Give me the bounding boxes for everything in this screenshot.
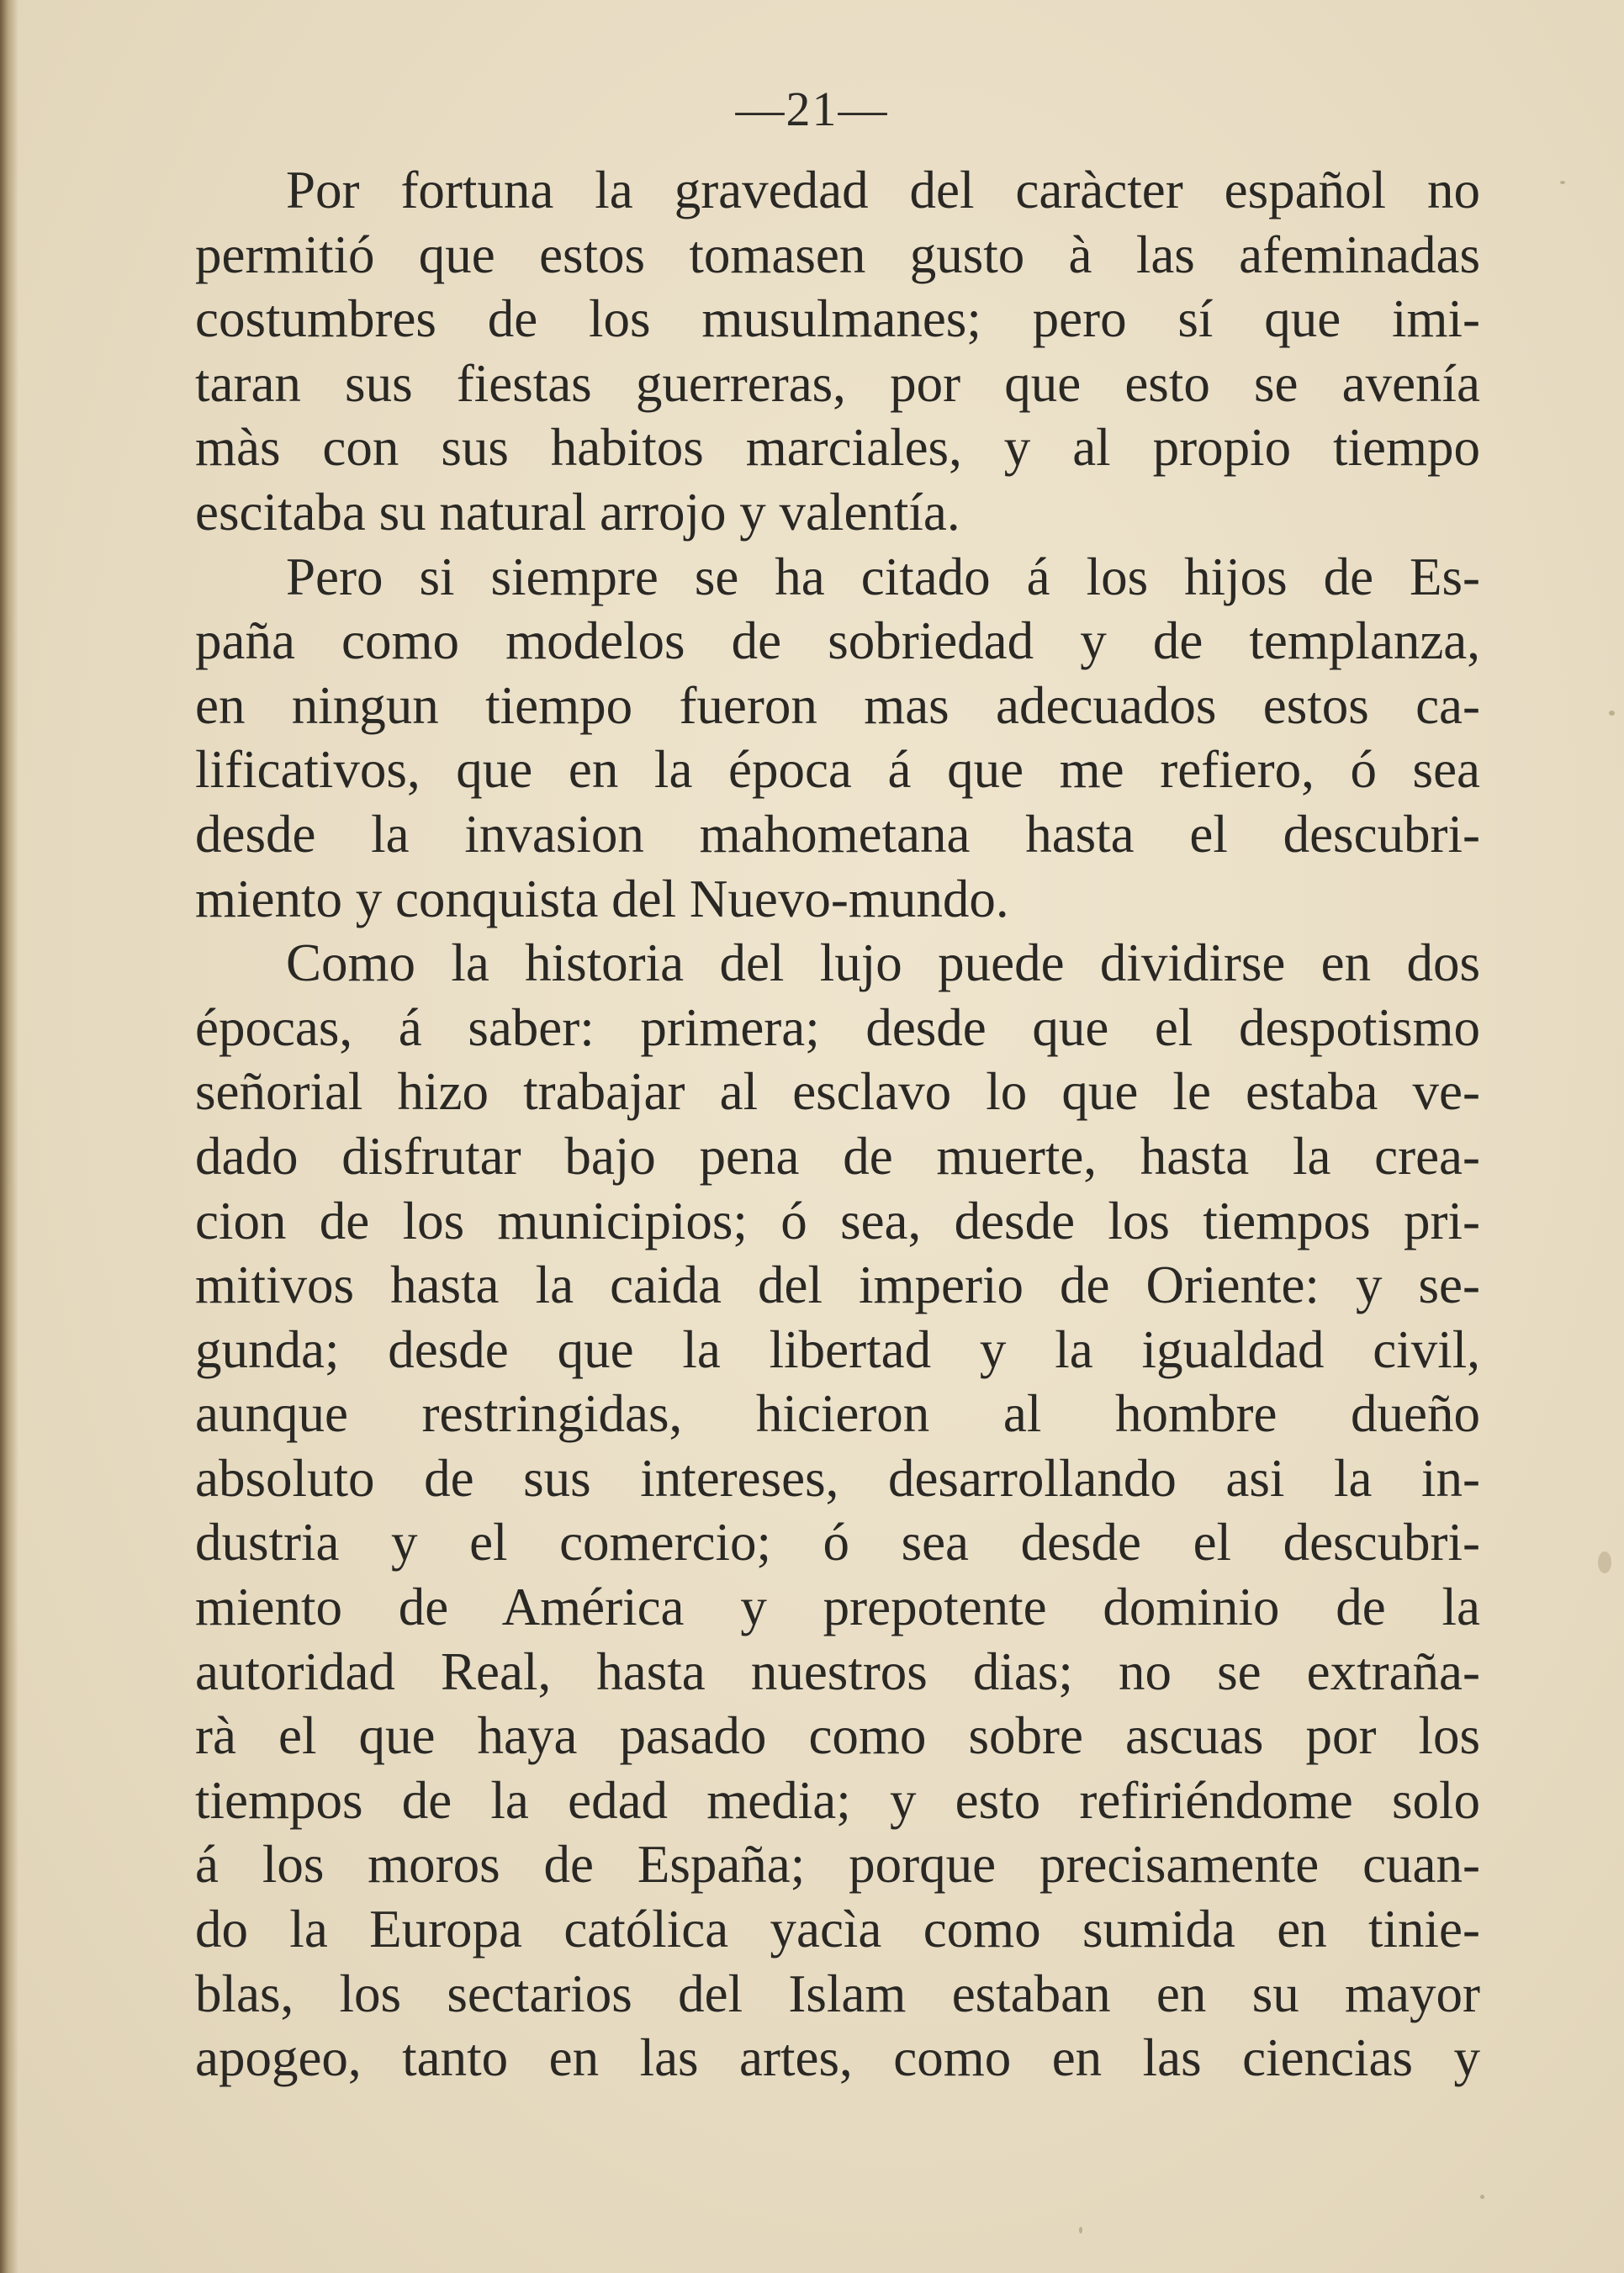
text-line: apogeo, tanto en las artes, como en las ciencias y	[195, 2028, 1480, 2088]
text-line: cion de los municipios; ó sea, desde los tiempos pri-	[195, 1191, 1480, 1250]
text-line: épocas, á saber: primera; desde que el despotismo	[195, 997, 1480, 1057]
paper-speck	[1480, 2195, 1484, 2199]
text-line: Por fortuna la gravedad del caràcter español no	[286, 161, 1480, 219]
text-line: tiempos de la edad media; y esto refiriéndome solo	[195, 1770, 1480, 1830]
text-line: lificativos, que en la época á que me refiero, ó sea	[195, 740, 1480, 800]
text-line: señorial hizo trabajar al esclavo lo que le estaba ve-	[195, 1062, 1480, 1122]
text-line: dustria y el comercio; ó sea desde el descubri-	[195, 1513, 1480, 1573]
text-line: aunque restringidas, hicieron al hombre dueño	[195, 1384, 1480, 1444]
body-text	[195, 158, 1480, 2091]
text-line: màs con sus habitos marciales, y al propio tiempo	[195, 418, 1480, 478]
text-line: miento de América y prepotente dominio de la	[195, 1578, 1480, 1637]
text-line: en ningun tiempo fueron mas adecuados estos ca-	[195, 675, 1480, 735]
text-line: Pero si siempre se ha citado á los hijos de Es-	[286, 547, 1480, 606]
text-line: gunda; desde que la libertad y la igualdad civil,	[195, 1319, 1480, 1379]
paper-speck	[1609, 711, 1615, 716]
paper-speck	[1079, 2227, 1082, 2233]
page-number: —21—	[735, 82, 889, 136]
text-line: taran sus fiestas guerreras, por que esto se avenía	[195, 353, 1480, 413]
text-line: desde la invasion mahometana hasta el descubri-	[195, 804, 1480, 864]
text-line: do la Europa católica yacìa como sumida en tinie-	[195, 1900, 1480, 1959]
text-line: autoridad Real, hasta nuestros dias; no se extraña-	[195, 1641, 1480, 1701]
text-line: á los moros de España; porque precisamente cuan-	[195, 1835, 1480, 1895]
paper-speck	[1560, 181, 1565, 184]
text-line: costumbres de los musulmanes; pero sí que imi-	[195, 289, 1480, 349]
text-line: paña como modelos de sobriedad y de templanza,	[195, 611, 1480, 671]
text-line: mitivos hasta la caida del imperio de Oriente: y se-	[195, 1255, 1480, 1315]
spine-shadow	[0, 0, 19, 2273]
text-line: rà el que haya pasado como sobre ascuas por los	[195, 1706, 1480, 1766]
text-line: Como la historia del lujo puede dividirse en dos	[286, 933, 1480, 993]
text-line: dado disfrutar bajo pena de muerte, hasta la crea-	[195, 1126, 1480, 1186]
text-line: permitió que estos tomasen gusto à las afeminadas	[195, 225, 1480, 284]
text-line: blas, los sectarios del Islam estaban en su mayor	[195, 1964, 1480, 2023]
text-line: escitaba su natural arrojo y valentía.	[195, 482, 960, 542]
text-line: absoluto de sus intereses, desarrollando asi la in-	[195, 1448, 1480, 1508]
paper-speck	[1598, 1551, 1611, 1573]
text-line: miento y conquista del Nuevo-mundo.	[195, 869, 1009, 928]
